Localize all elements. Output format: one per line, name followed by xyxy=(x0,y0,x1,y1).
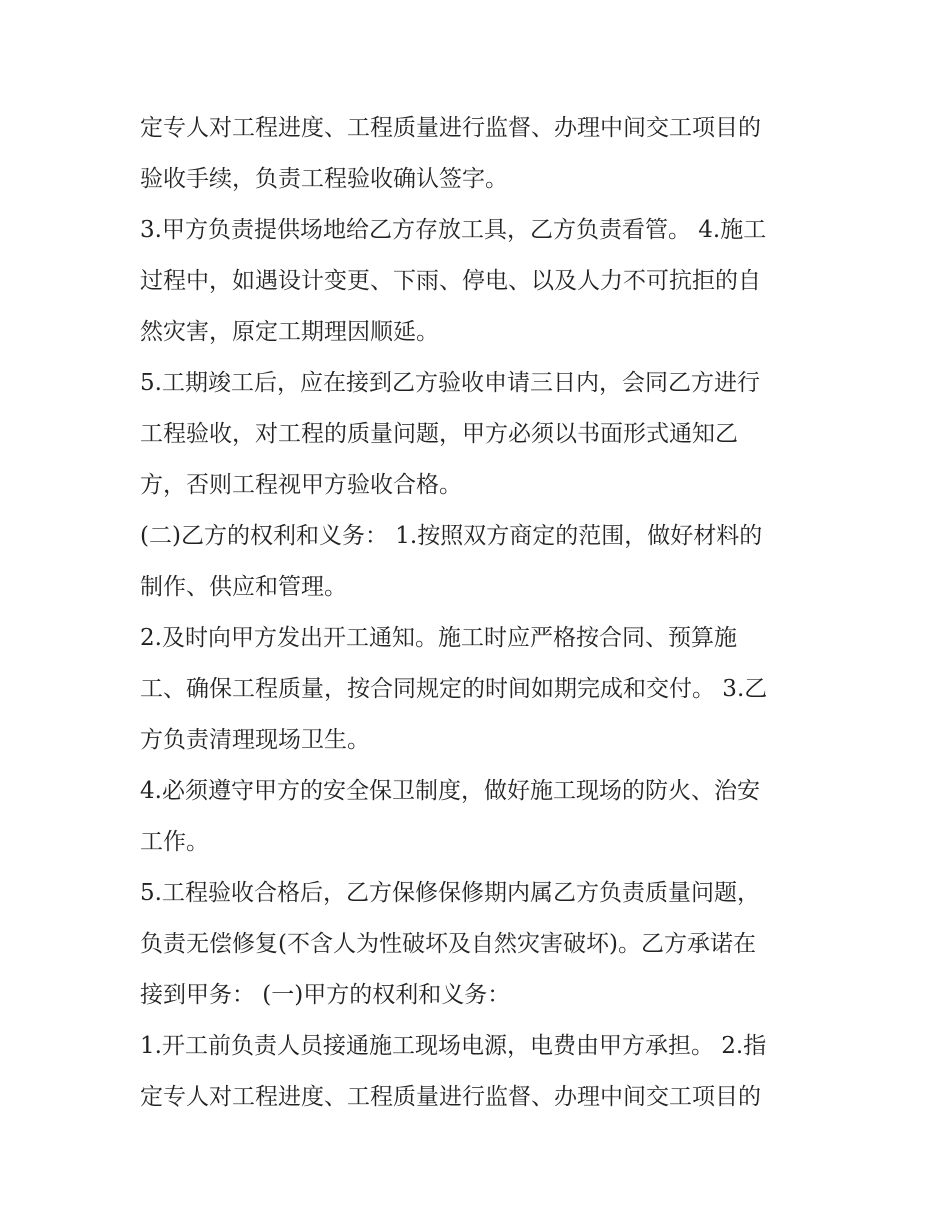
text-line: 工程验收，对工程的质量问题，甲方必须以书面形式通知乙 xyxy=(140,421,738,447)
text-line: 4.必须遵守甲方的安全保卫制度，做好施工现场的防火、治安 xyxy=(140,778,760,804)
text-line: 方，否则工程视甲方验收合格。 xyxy=(140,472,462,498)
text-line: 验收手续，负责工程验收确认签字。 xyxy=(140,166,508,192)
text-line: 负责无偿修复(不含人为性破坏及自然灾害破坏)。乙方承诺在 xyxy=(140,931,756,957)
text-line: 定专人对工程进度、工程质量进行监督、办理中间交工项目的 xyxy=(140,1084,761,1110)
text-line: 制作、供应和管理。 xyxy=(140,574,347,600)
text-line: 1.开工前负责人员接通施工现场电源，电费由甲方承担。 2.指 xyxy=(140,1033,767,1059)
text-line: (二)乙方的权利和义务： 1.按照双方商定的范围，做好材料的 xyxy=(140,523,763,549)
text-line: 工、确保工程质量，按合同规定的时间如期完成和交付。 3.乙 xyxy=(140,676,768,702)
document-body xyxy=(140,108,820,1128)
text-line: 5.工期竣工后，应在接到乙方验收申请三日内，会同乙方进行 xyxy=(140,370,760,396)
text-line: 5.工程验收合格后，乙方保修保修期内属乙方负责质量问题， xyxy=(140,880,760,906)
text-line: 接到甲务： (一)甲方的权利和义务： xyxy=(140,982,511,1008)
text-line: 2.及时向甲方发出开工通知。施工时应严格按合同、预算施 xyxy=(140,625,737,651)
text-line: 工作。 xyxy=(140,829,209,855)
text-line: 3.甲方负责提供场地给乙方存放工具，乙方负责看管。 4.施工 xyxy=(140,217,767,243)
text-line: 方负责清理现场卫生。 xyxy=(140,727,370,753)
text-line: 然灾害，原定工期理因顺延。 xyxy=(140,319,439,345)
text-line: 定专人对工程进度、工程质量进行监督、办理中间交工项目的 xyxy=(140,115,761,141)
text-line: 过程中，如遇设计变更、下雨、停电、以及人力不可抗拒的自 xyxy=(140,268,761,294)
